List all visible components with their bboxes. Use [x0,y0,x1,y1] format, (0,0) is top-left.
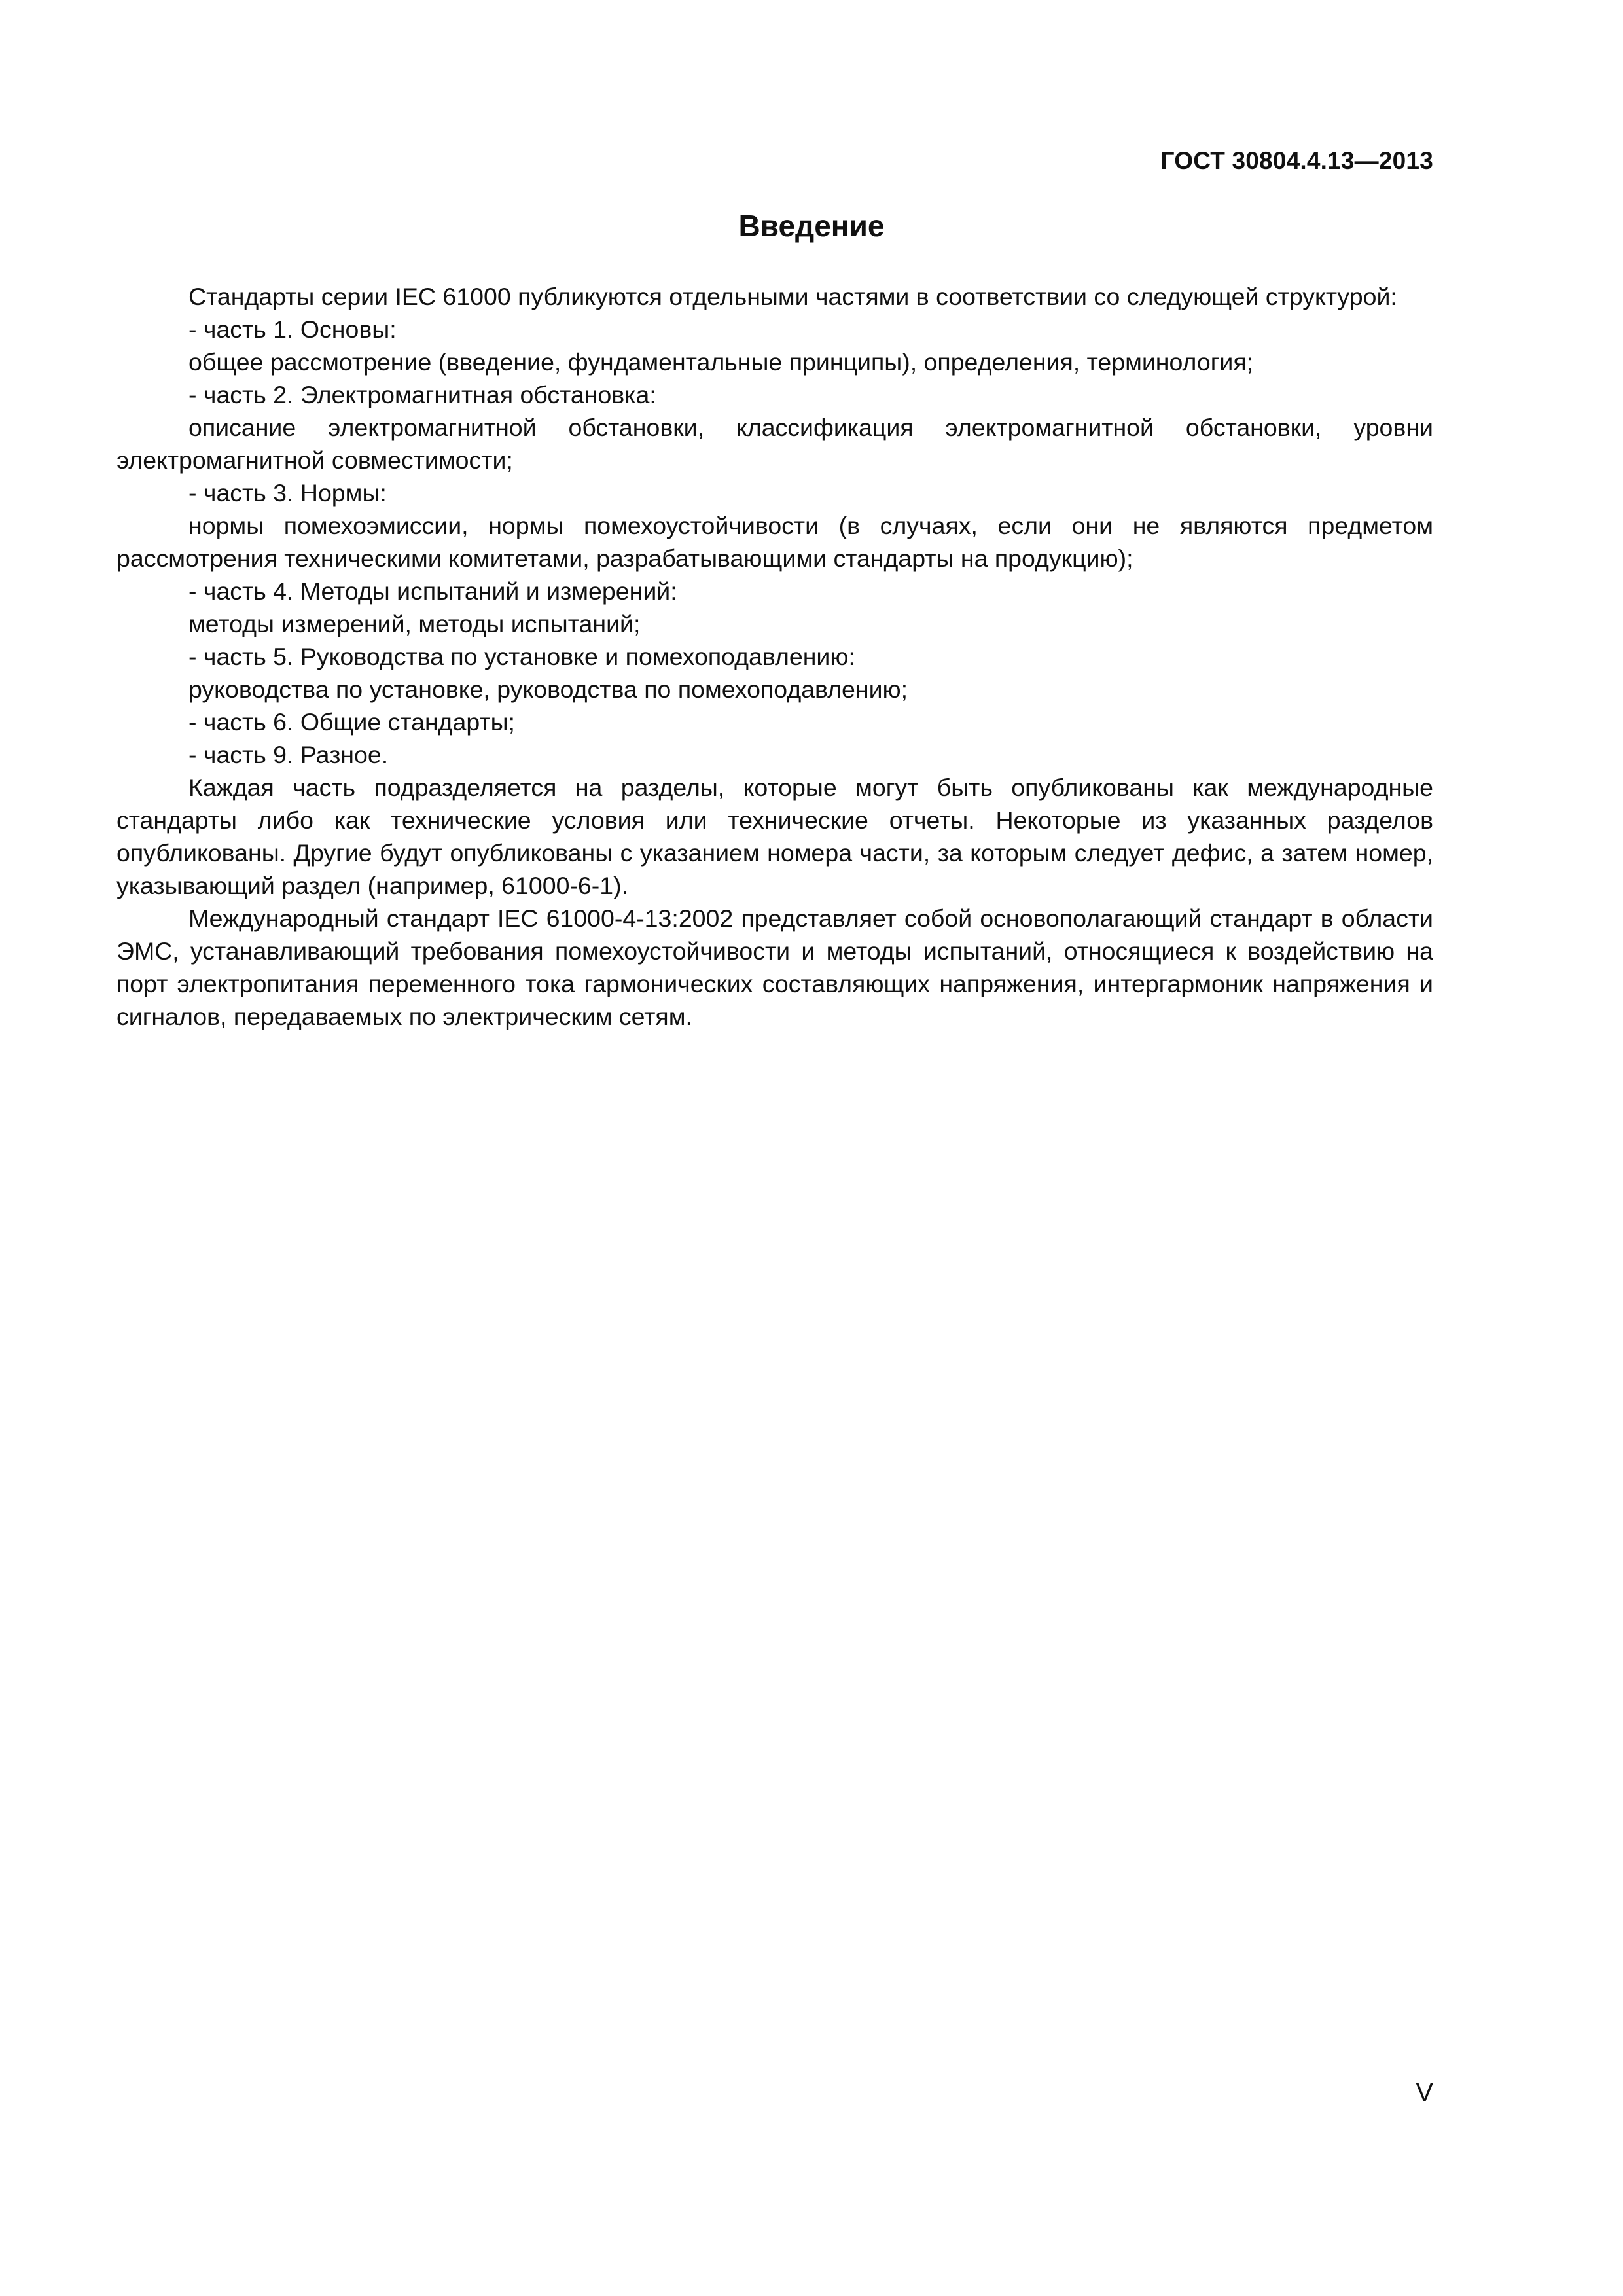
list-item-part-5: - часть 5. Руководства по установке и помехоподавлению: [188,643,855,670]
list-item-part-3-description: нормы помехоэмиссии, нормы помехоустойчивости (в случаях, если они не являются предметом рассмотрения техническими комитетами, разрабатывающими стандарты на продукцию); [116,512,1433,572]
list-item-part-1-description: общее рассмотрение (введение, фундаментальные принципы), определения, терминология; [188,348,1254,376]
list-item-part-4: - часть 4. Методы испытаний и измерений: [188,577,677,605]
list-item-part-1: - часть 1. Основы: [188,315,397,343]
page-number: V [1416,2078,1433,2107]
document-identifier: ГОСТ 30804.4.13—2013 [1160,147,1433,174]
paragraph-intro: Стандарты серии IEC 61000 публикуются отдельными частями в соответствии со следующей структурой: [188,283,1397,310]
section-title: Введение [738,209,885,243]
document-body [116,280,1433,1033]
list-item-part-2: - часть 2. Электромагнитная обстановка: [188,381,656,408]
list-item-part-9: - часть 9. Разное. [188,741,389,768]
paragraph-international-standard: Международный стандарт IEC 61000-4-13:2002 представляет собой основополагающий стандарт в области ЭМС, устанавливающий требования помехоустойчивости и методы испытаний, относящиеся к воздействию на порт электропитания переменного тока гармонических составляющих напряжения, интергармоник напряжения и сигналов, передаваемых по электрическим сетям. [116,905,1433,1030]
list-item-part-2-description: описание электромагнитной обстановки, классификация электромагнитной обстановки, уровни электромагнитной совместимости; [116,414,1433,474]
paragraph-parts-structure: Каждая часть подразделяется на разделы, которые могут быть опубликованы как международные стандарты либо как технические условия или технические отчеты. Некоторые из указанных разделов опубликованы. Другие будут опубликованы с указанием номера части, за которым следует дефис, а затем номер, указывающий раздел (например, 61000-6-1). [116,774,1433,899]
list-item-part-3: - часть 3. Нормы: [188,479,387,507]
list-item-part-6: - часть 6. Общие стандарты; [188,708,515,736]
list-item-part-4-description: методы измерений, методы испытаний; [188,610,641,637]
list-item-part-5-description: руководства по установке, руководства по помехоподавлению; [188,675,908,703]
